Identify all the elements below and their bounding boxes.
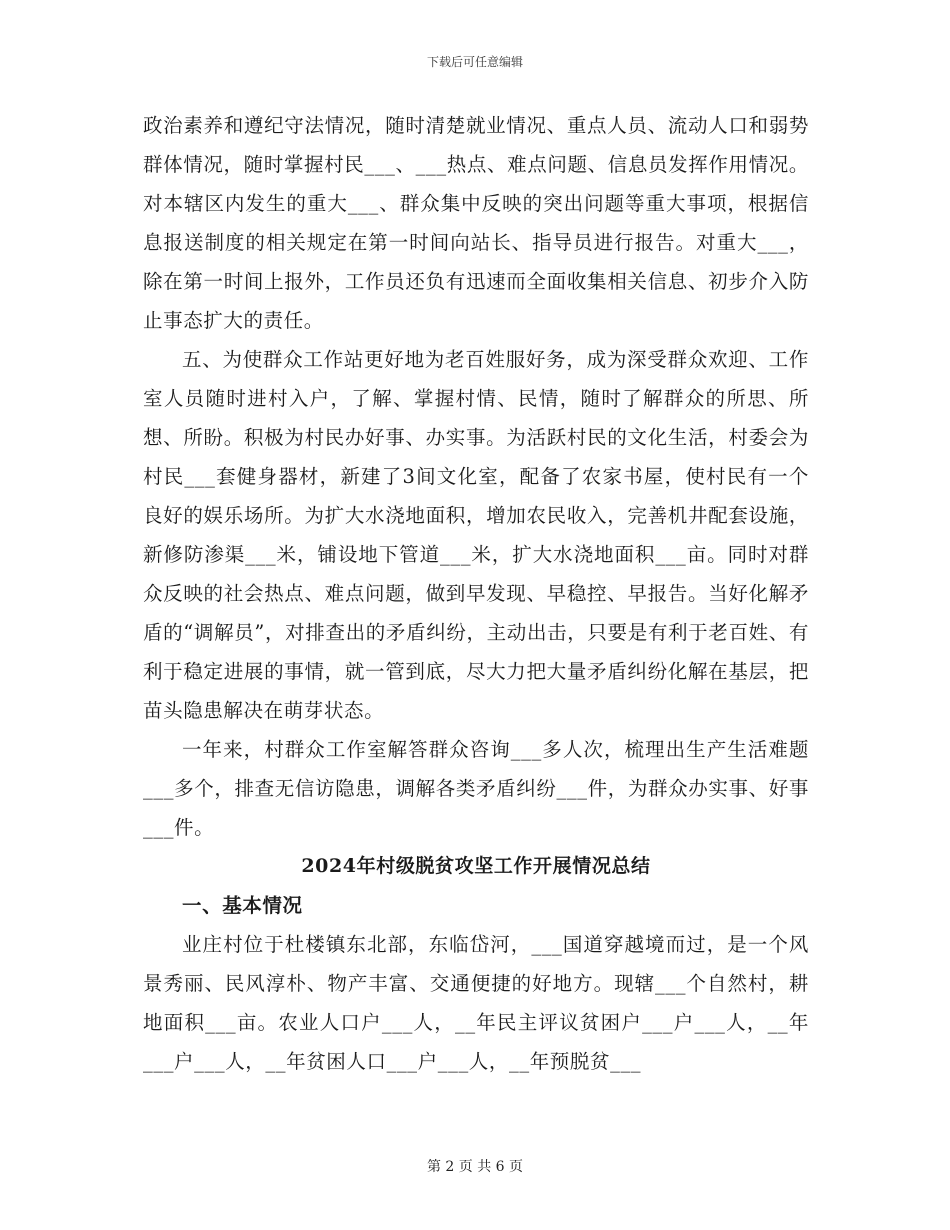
paragraph-continued: 政治素养和遵纪守法情况，随时清楚就业情况、重点人员、流动人口和弱势群体情况，随时掌握村民___、___热点、难点问题、信息员发挥作用情况。对本辖区内发生的重大___、群众集中反映的突出问题等重大事项，根据信息报送制度的相关规定在第一时间向站长、指导员进行报告。对重大___，除在第一时间上报外，工作员还负有迅速而全面收集相关信息、初步介入防止事态扩大的责任。 <box>143 114 809 332</box>
paragraph-year-summary: 一年来，村群众工作室解答群众咨询___多人次，梳理出生产生活难题___多个，排查无信访隐患，调解各类矛盾纠纷___件，为群众办实事、好事___件。 <box>143 738 809 839</box>
document-body <box>143 106 809 1081</box>
document-title: 2024年村级脱贫攻坚工作开展情况总结 <box>301 855 651 877</box>
section-heading-basic: 一、基本情况 <box>182 894 303 917</box>
page-header: 下载后可任意编辑 <box>426 55 523 69</box>
page-footer: 第 2 页 共 6 页 <box>426 1159 524 1175</box>
paragraph-section-five: 五、为使群众工作站更好地为老百姓服好务，成为深受群众欢迎、工作室人员随时进村入户，了解、掌握村情、民情，随时了解群众的所思、所想、所盼。积极为村民办好事、办实事。为活跃村民的文化生活，村委会为村民___套健身器材，新建了3间文化室，配备了农家书屋，使村民有一个良好的娱乐场所。为扩大水浇地面积，增加农民收入，完善机井配套设施，新修防渗渠___米，铺设地下管道___米，扩大水浇地面积___亩。同时对群众反映的社会热点、难点问题，做到早发现、早稳控、早报告。当好化解矛盾的“调解员”，对排查出的矛盾纠纷，主动出击，只要是有利于老百姓、有利于稳定进展的事情，就一管到底，尽大力把大量矛盾纠纷化解在基层，把苗头隐患解决在萌芽状态。 <box>143 348 809 722</box>
paragraph-basic-situation: 业庄村位于杜楼镇东北部，东临岱河，___国道穿越境而过，是一个风景秀丽、民风淳朴、物产丰富、交通便捷的好地方。现辖___个自然村，耕地面积___亩。农业人口户___人，__年民主评议贫困户___户___人，__年___户___人，__年贫困人口___户___人，__年预脱贫___ <box>143 933 810 1073</box>
